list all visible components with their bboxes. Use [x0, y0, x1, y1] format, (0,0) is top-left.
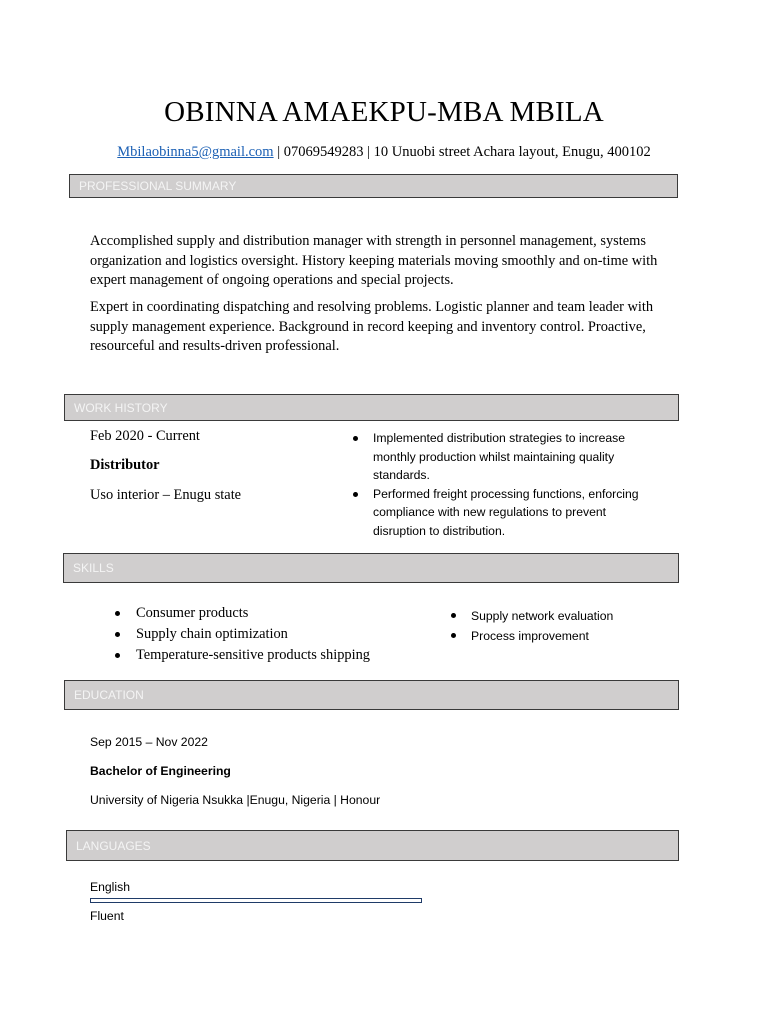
language-name: English — [90, 880, 130, 894]
section-title: SKILLS — [73, 561, 114, 575]
contact-line — [0, 142, 768, 162]
summary-paragraph-1: Accomplished supply and distribution manager with strength in personnel management, systems organization and logistics oversight. History keeping materials moving smoothly and on-time with expert management of ongoing operations and special projects. — [90, 233, 658, 288]
work-bullet-list — [352, 429, 662, 540]
contact-details: | 07069549283 | 10 Unuobi street Achara layout, Enugu, 400102 — [273, 144, 651, 160]
work-bullet-text: Performed freight processing functions, enforcing compliance with new regulations to prevent disruption to distribution. — [373, 486, 639, 538]
section-header-work-history — [64, 394, 679, 421]
bullet-icon — [451, 633, 456, 638]
email-link[interactable]: Mbilaobinna5@gmail.com — [117, 144, 274, 160]
section-title: EDUCATION — [74, 688, 144, 702]
section-header-languages — [66, 830, 679, 861]
skill-text: Process improvement — [471, 629, 589, 643]
list-item — [352, 429, 662, 485]
skill-text: Temperature-sensitive products shipping — [136, 647, 370, 663]
education-school: University of Nigeria Nsukka |Enugu, Nigeria | Honour — [90, 793, 381, 807]
section-header-skills — [63, 553, 679, 583]
bullet-icon — [353, 436, 358, 441]
skill-text: Supply network evaluation — [471, 609, 614, 623]
work-dates: Feb 2020 - Current — [90, 428, 200, 444]
section-header-summary — [69, 174, 678, 198]
list-item — [450, 607, 670, 627]
language-proficiency-bar — [90, 898, 422, 903]
skills-list-right — [450, 607, 670, 647]
list-item — [114, 646, 414, 667]
work-bullet-text: Implemented distribution strategies to increase monthly production whilst maintaining quality standards. — [373, 431, 626, 482]
language-level: Fluent — [90, 909, 124, 923]
list-item — [352, 485, 662, 541]
language-proficiency-fill — [91, 899, 421, 902]
skill-text: Consumer products — [136, 605, 249, 621]
work-company: Uso interior – Enugu state — [90, 487, 242, 503]
section-title: LANGUAGES — [76, 838, 151, 853]
bullet-icon — [353, 492, 358, 497]
education-dates: Sep 2015 – Nov 2022 — [90, 735, 208, 749]
list-item — [450, 627, 670, 647]
bullet-icon — [451, 613, 456, 618]
section-header-education — [64, 680, 679, 710]
bullet-icon — [115, 611, 120, 616]
section-title: WORK HISTORY — [74, 400, 168, 415]
summary-paragraph-2: Expert in coordinating dispatching and resolving problems. Logistic planner and team leader with supply management experience. Background in record keeping and inventory control. Proactive, resourceful and results-driven professional. — [90, 299, 654, 354]
skill-text: Supply chain optimization — [136, 626, 288, 642]
bullet-icon — [115, 632, 120, 637]
work-job-title: Distributor — [90, 457, 160, 473]
skills-list-left — [114, 604, 414, 667]
candidate-name: OBINNA AMAEKPU-MBA MBILA — [164, 96, 604, 128]
education-degree: Bachelor of Engineering — [90, 764, 231, 778]
list-item — [114, 625, 414, 646]
list-item — [114, 604, 414, 625]
section-title: PROFESSIONAL SUMMARY — [79, 179, 237, 193]
bullet-icon — [115, 653, 120, 658]
